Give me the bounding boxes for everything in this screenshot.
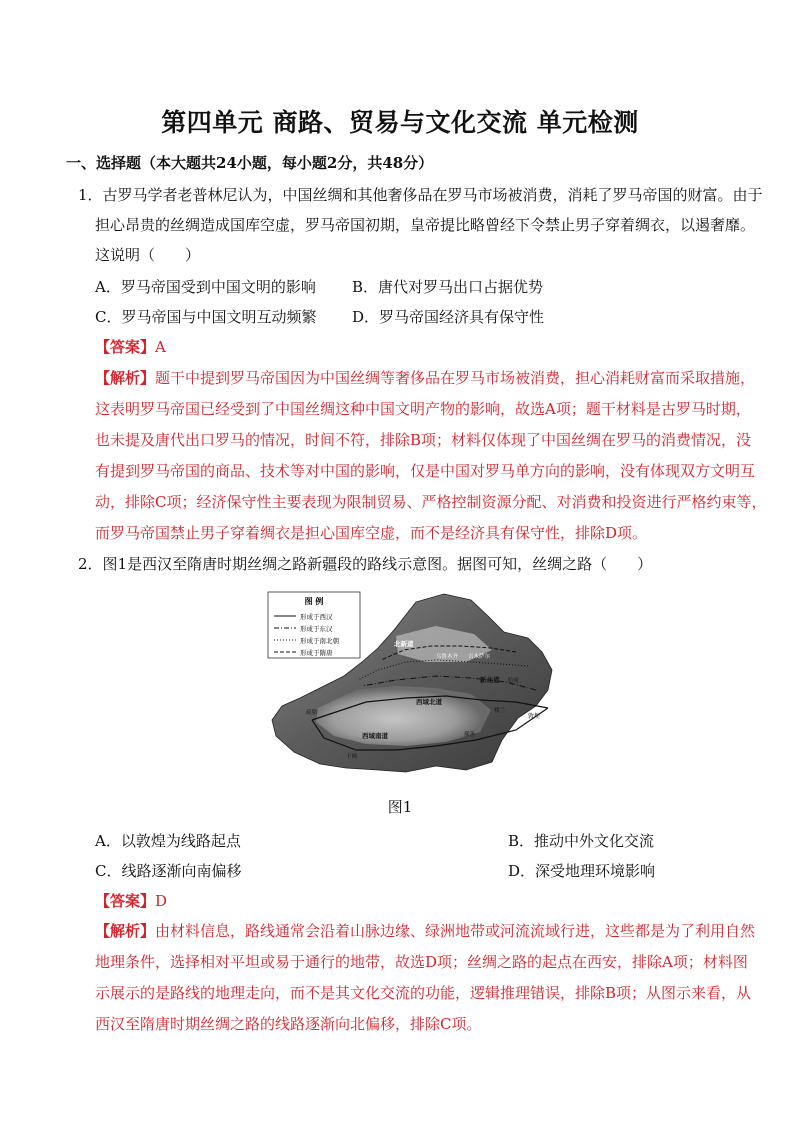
map-legend-item-4: 形成于隋唐: [300, 649, 333, 657]
q2-option-a: A．以敦煌为线路起点: [95, 832, 241, 850]
q1-option-a: A．罗马帝国受到中国文明的影响: [95, 278, 316, 296]
map-label-jimusaer: 吉木萨尔: [468, 654, 491, 660]
q1-analysis-line-5: 动，排除C项；经济保守性主要表现为限制贸易、严格控制资源分配、对消费和投资进行严格约束等，: [95, 493, 767, 511]
q2-answer-value: D: [155, 892, 168, 910]
q1-analysis-line-6: 而罗马帝国禁止男子穿着绸衣是担心国库空虚，而不是经济具有保守性，排除D项。: [95, 524, 648, 542]
page-title: 第四单元 商路、贸易与文化交流 单元检测: [161, 108, 639, 137]
figure-caption: 图1: [387, 798, 413, 816]
q1-stem-line-3: 这说明（ ）: [95, 246, 201, 264]
q2-option-c: C．线路逐渐向南偏移: [95, 862, 242, 880]
q2-answer-label: 【答案】: [95, 892, 156, 910]
map-label-yutian: 于阗: [346, 754, 358, 760]
map-label-beixin: 北新道: [394, 640, 414, 648]
map-legend-item-3: 形成于南北朝: [300, 637, 339, 645]
q1-answer: [95, 336, 166, 357]
q1-analysis-line-3: 也未提及唐代出口罗马的情况，时间不符，排除B项；材料仅体现了中国丝绸在罗马的消费情况，没: [95, 431, 752, 449]
q1-analysis-text-1: 题干中提到罗马帝国因为中国丝绸等奢侈品在罗马市场被消费，担心消耗财富而采取措施，: [155, 369, 756, 387]
q2-analysis-text-1: 由材料信息，路线通常会沿着山脉边缘、绿洲地带或河流流域行进，这些都是为了利用自然: [155, 922, 756, 940]
map-label-xiyunan: 西域南道: [362, 732, 388, 740]
q1-analysis-label: 【解析】: [95, 369, 156, 387]
q1-option-d: D．罗马帝国经济具有保守性: [352, 308, 545, 326]
section-heading: 一、选择题（本大题共24小题，每小题2分，共48分）: [66, 154, 434, 172]
silk-road-map: [266, 590, 558, 775]
map-legend-title: 图 例: [304, 597, 324, 606]
q2-analysis-label: 【解析】: [95, 922, 156, 940]
q2-analysis-line-3: 示展示的是路线的地理走向，而不是其文化交流的功能，逻辑推理错误，排除B项；从图示来看，从: [95, 984, 752, 1002]
q1-option-b: B．唐代对罗马出口占据优势: [352, 278, 544, 296]
map-label-shule: 疏勒: [306, 710, 318, 716]
q1-analysis-line-2: 这表明罗马帝国已经受到了中国丝绸这种中国文明产物的影响，故选A项；题干材料是古罗马时期，: [95, 400, 751, 418]
q2-analysis-line-4: 西汉至隋唐时期丝绸之路的线路逐渐向北偏移，排除C项。: [95, 1015, 482, 1033]
q1-answer-label: 【答案】: [95, 338, 156, 356]
map-label-dunhuang: 敦煌: [528, 713, 541, 720]
q2-answer: [95, 890, 167, 911]
map-legend-item-1: 形成于西汉: [300, 613, 333, 621]
q1-answer-value: A: [155, 338, 166, 356]
q1-analysis-line-4: 有提到罗马帝国的商品、技术等对中国的影响，仅是中国对罗马单方向的影响，没有体现双方文明互: [95, 462, 756, 480]
q1-stem-line-1: 1．古罗马学者老普林尼认为，中国丝绸和其他奢侈品在罗马市场被消费，消耗了罗马帝国的财富。由于: [78, 186, 763, 204]
q2-option-d: D．深受地理环境影响: [508, 862, 656, 880]
map-legend-item-2: 形成于东汉: [300, 625, 333, 633]
q2-analysis-line-2: 地理条件，选择相对平坦或易于通行的地带，故选D项；丝绸之路的起点在西安，排除A项；材料图: [95, 953, 748, 971]
map-label-loulan: 楼兰: [494, 708, 506, 714]
q2-stem: 2．图1是西汉至隋唐时期丝绸之路新疆段的路线示意图。据图可知，丝绸之路（ ）: [78, 555, 653, 573]
q1-analysis-line-1: [95, 367, 755, 388]
q2-analysis-line-1: [95, 920, 755, 941]
map-label-wulumuqi: 乌鲁木齐: [436, 654, 459, 660]
map-label-xiyubei: 西域北道: [416, 698, 442, 706]
q1-option-c: C．罗马帝国与中国文明互动频繁: [95, 308, 317, 326]
q2-option-b: B．推动中外文化交流: [508, 832, 655, 850]
q1-stem-line-2: 担心昂贵的丝绸造成国库空虚，罗马帝国初期，皇帝提比略曾经下令禁止男子穿着绸衣，以遏奢靡。: [95, 216, 756, 234]
map-label-xinbei: 新北道: [480, 676, 500, 684]
map-label-hami: 哈密: [508, 678, 520, 684]
map-label-shanshan: 鄯善: [464, 732, 476, 738]
